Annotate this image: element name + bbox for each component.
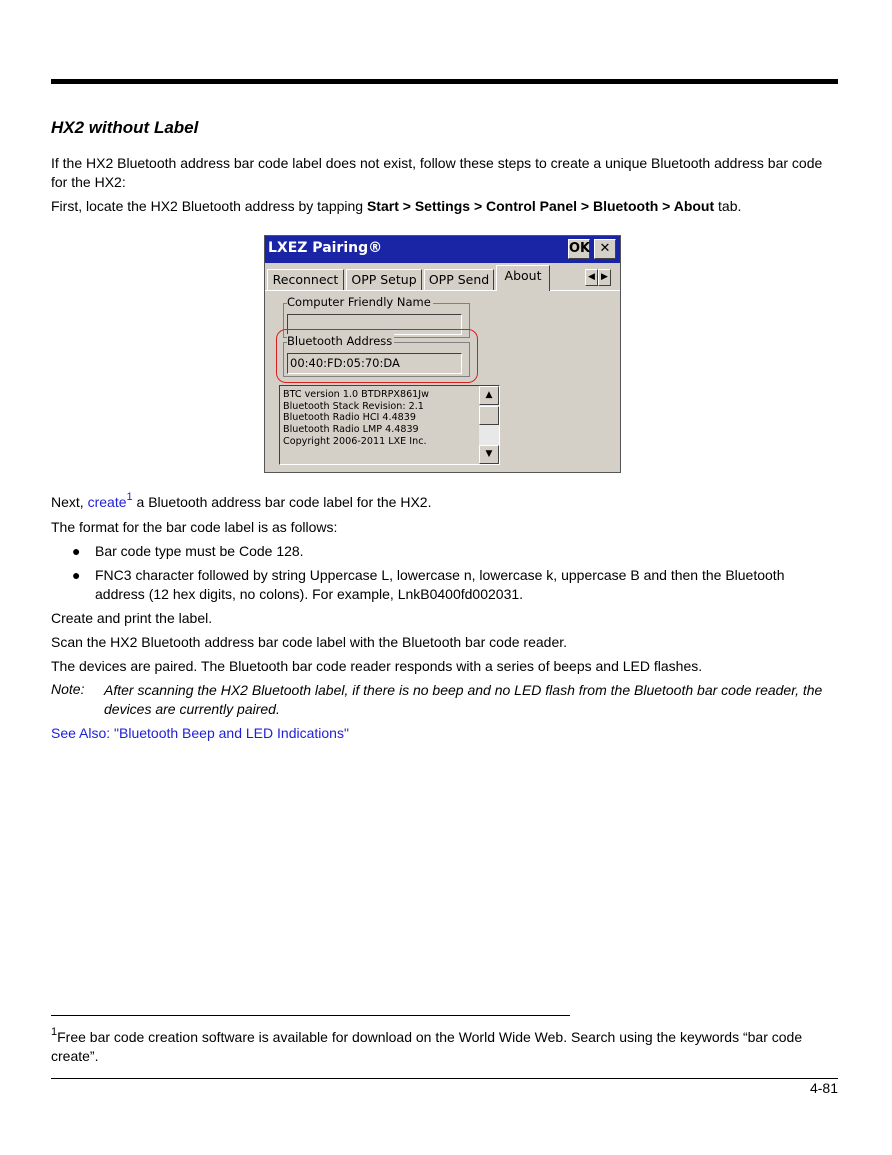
version-info-list[interactable] [279, 385, 500, 465]
info-line: Copyright 2006-2011 LXE Inc. [283, 435, 427, 447]
footnote-text: Free bar code creation software is available for download on the World Wide Web. Search using the keywords “bar code create”. [51, 1029, 803, 1064]
scan-step: Scan the HX2 Bluetooth address bar code label with the Bluetooth bar code reader. [51, 634, 568, 650]
bullet-icon: ● [72, 567, 81, 583]
format-intro: The format for the bar code label is as follows: [51, 519, 338, 535]
footnote [51, 1028, 831, 1066]
note-text: After scanning the HX2 Bluetooth label, if there is no beep and no LED flash from the Bluetooth bar code reader, the devices are currently paired. [104, 682, 823, 717]
locate-instruction [51, 197, 838, 216]
footnote-number: 1 [51, 1026, 58, 1038]
highlight-circle [276, 329, 478, 383]
close-icon[interactable]: ✕ [594, 239, 616, 259]
info-line: Bluetooth Radio HCI 4.4839 [283, 412, 416, 424]
scroll-thumb[interactable] [479, 406, 499, 425]
version-info-lines [283, 389, 429, 448]
next-suffix: a Bluetooth address bar code label for the HX2. [132, 494, 432, 510]
locate-suffix: tab. [714, 198, 742, 214]
intro-paragraph: If the HX2 Bluetooth address bar code label does not exist, follow these steps to create a unique Bluetooth address bar code for the HX2: [51, 155, 823, 190]
scrollbar[interactable] [479, 386, 499, 464]
friendly-name-label: Computer Friendly Name [287, 295, 431, 309]
scroll-down-icon[interactable]: ▼ [479, 445, 499, 464]
section-heading: HX2 without Label [51, 118, 199, 137]
tab-opp-setup[interactable]: OPP Setup [346, 269, 422, 290]
tab-opp-send[interactable]: OPP Send [424, 269, 494, 290]
locate-prefix: First, locate the HX2 Bluetooth address by tapping [51, 198, 367, 214]
tab-baseline [265, 290, 620, 291]
footnote-ref[interactable]: 1 [126, 491, 133, 503]
top-rule [51, 79, 838, 84]
next-step [51, 493, 838, 512]
ok-button[interactable]: OK [568, 239, 590, 259]
bluetooth-address-label: Bluetooth Address [287, 334, 393, 348]
bluetooth-address-field[interactable]: 00:40:FD:05:70:DA [287, 353, 462, 374]
see-also-link[interactable]: See Also: "Bluetooth Beep and LED Indications" [51, 725, 349, 741]
scroll-up-icon[interactable]: ▲ [479, 386, 499, 405]
list-item-text: FNC3 character followed by string Uppercase L, lowercase n, lowercase k, uppercase B and then the Bluetooth address (12 hex digits, no colons). For example, LnkB0400fd002031. [95, 567, 785, 602]
bullet-icon: ● [72, 543, 81, 559]
create-link[interactable]: create [87, 494, 127, 510]
device-screenshot [264, 235, 621, 473]
create-print-step: Create and print the label. [51, 610, 213, 626]
footnote-rule [51, 1015, 570, 1016]
list-item-text: Bar code type must be Code 128. [95, 543, 304, 559]
next-prefix: Next, [51, 494, 88, 510]
page-number: 4-81 [809, 1080, 838, 1096]
note-label: Note: [51, 681, 85, 697]
tab-about[interactable]: About [496, 265, 550, 291]
paired-step: The devices are paired. The Bluetooth bar code reader responds with a series of beeps and LED flashes. [51, 658, 703, 674]
tab-reconnect[interactable]: Reconnect [267, 269, 344, 290]
window-title: LXEZ Pairing® [268, 240, 383, 256]
left-arrow-icon[interactable]: ◀ [585, 269, 598, 286]
bottom-rule [51, 1078, 838, 1079]
right-arrow-icon[interactable]: ▶ [598, 269, 611, 286]
info-line: BTC version 1.0 BTDRPX861Jw [283, 389, 429, 400]
window-titlebar [265, 236, 620, 263]
info-line: Bluetooth Stack Revision: 2.1 [283, 400, 424, 412]
info-line: Bluetooth Radio LMP 4.4839 [283, 424, 419, 436]
menu-path: Start > Settings > Control Panel > Bluetooth > About [366, 198, 715, 214]
